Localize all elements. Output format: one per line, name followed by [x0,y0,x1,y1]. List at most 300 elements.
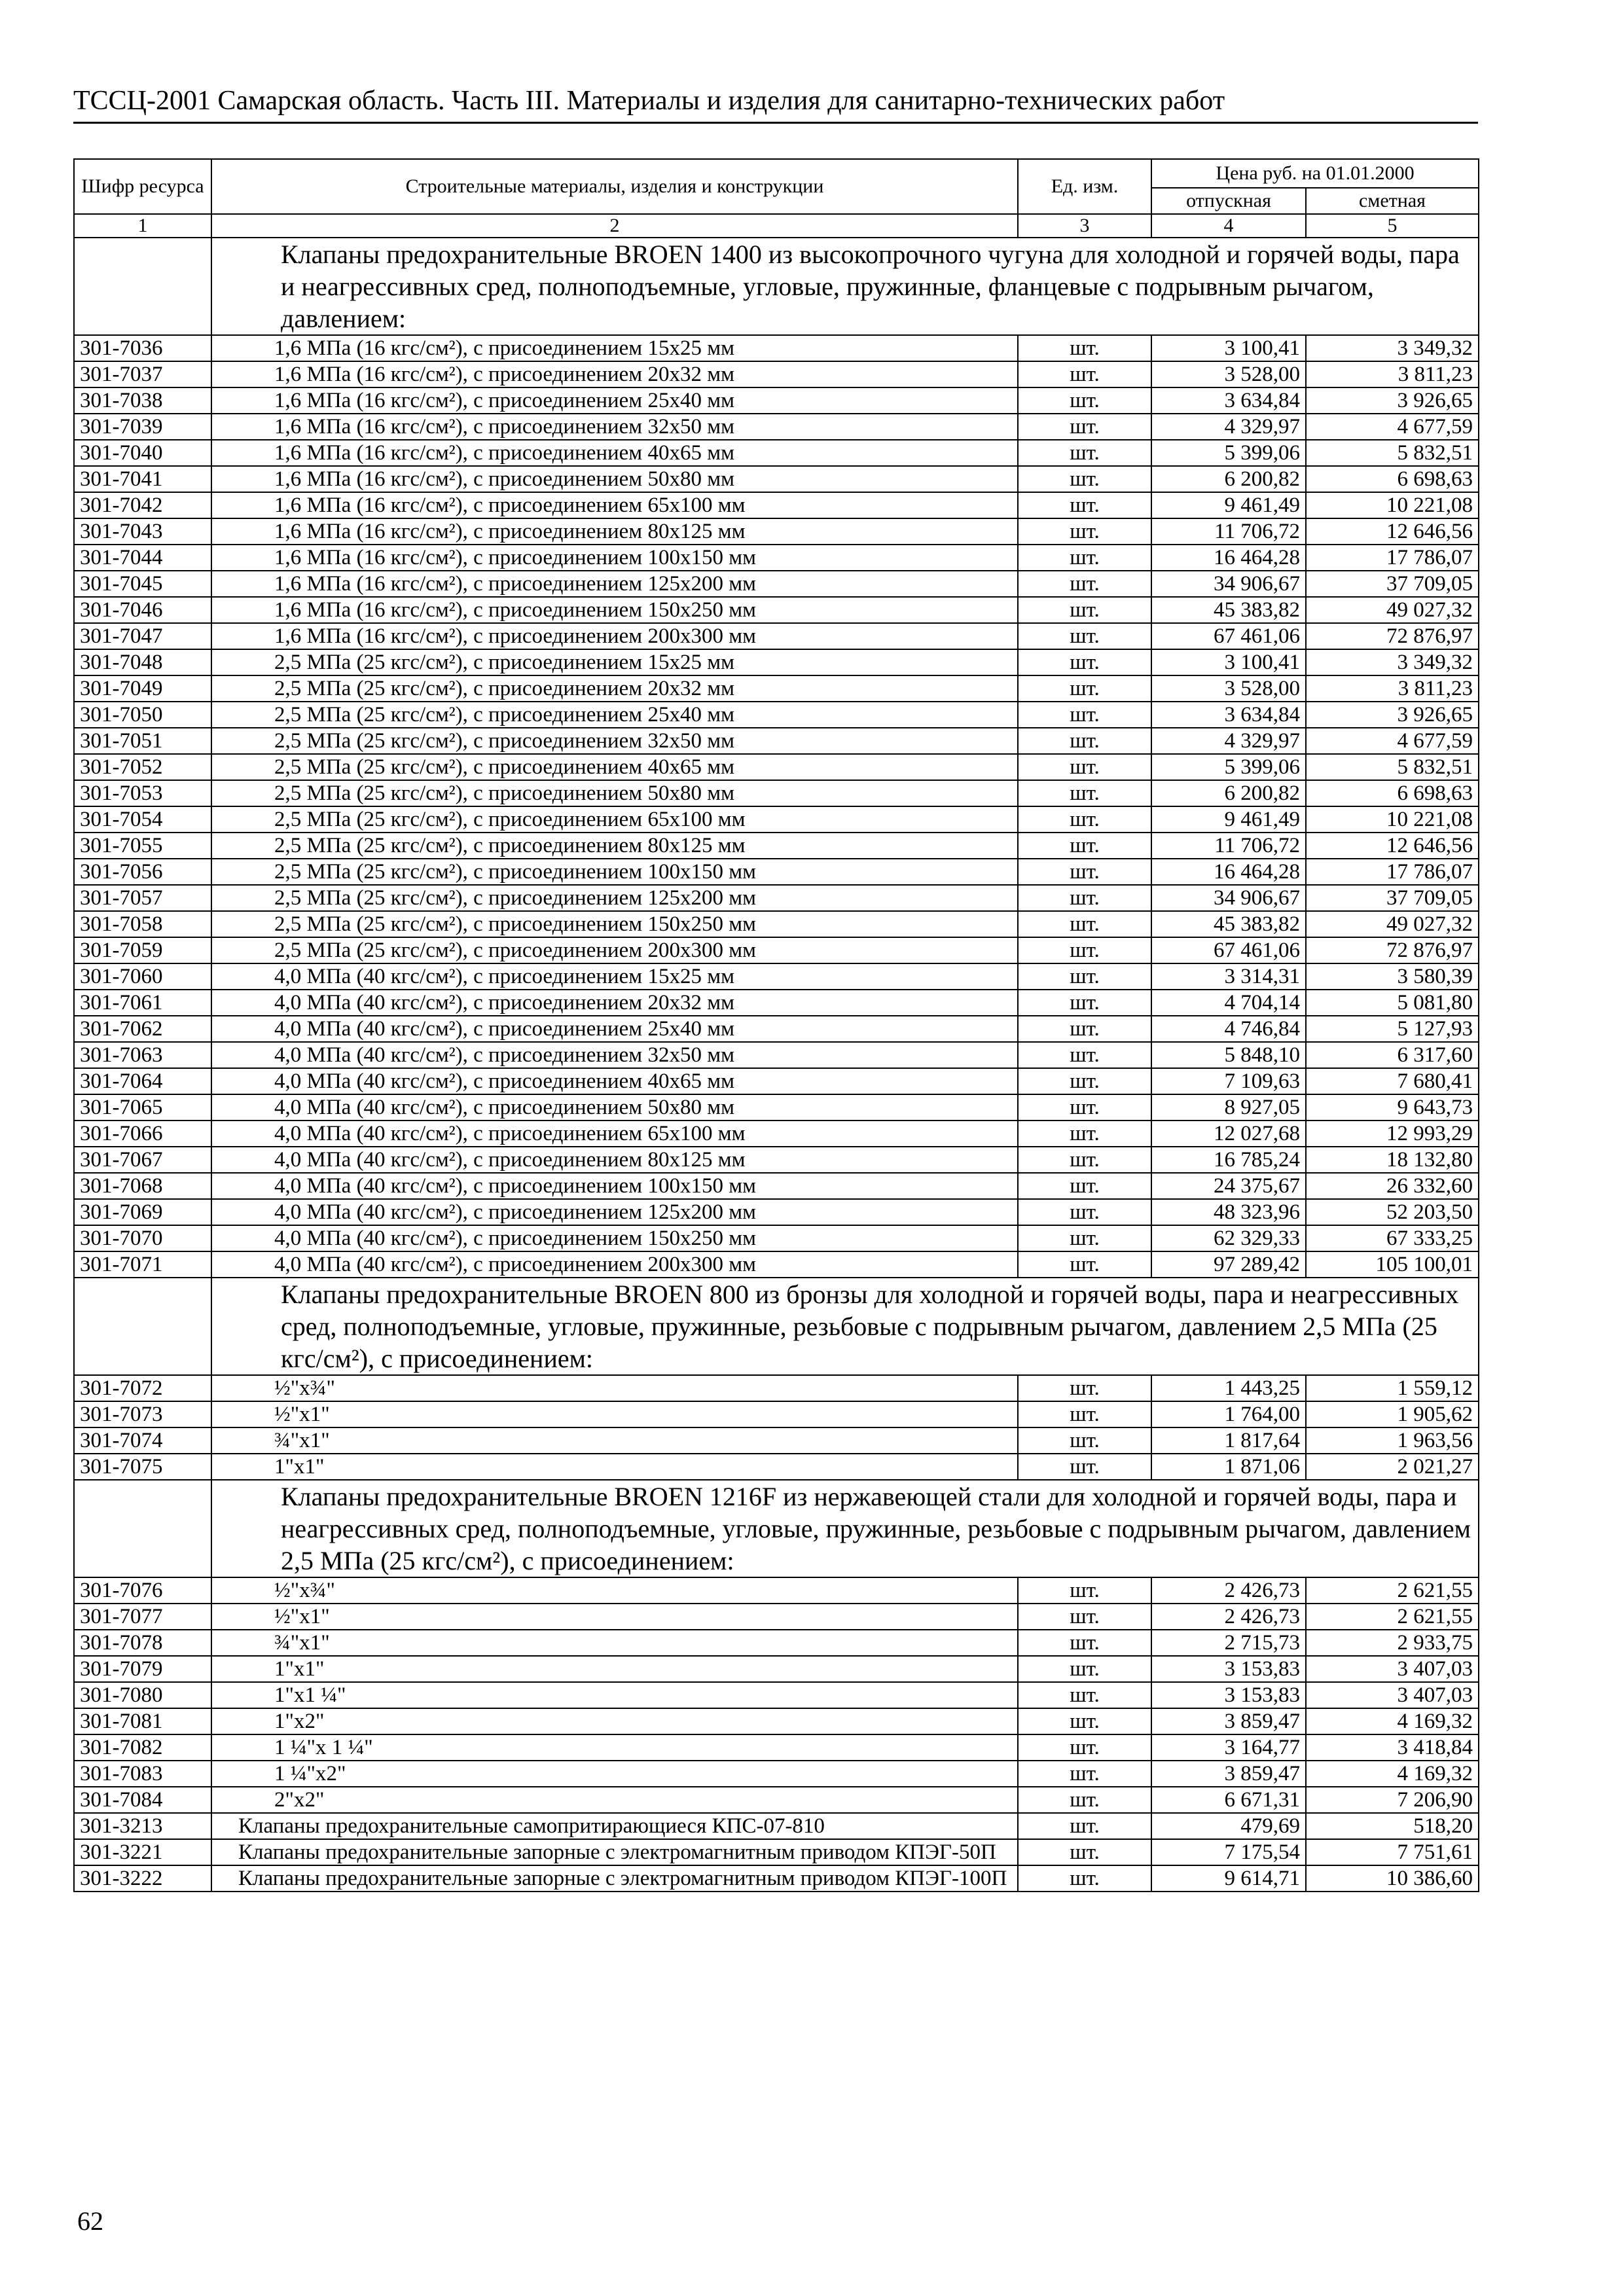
resource-code: 301-7040 [74,440,211,466]
estimate-price: 6 317,60 [1306,1042,1479,1068]
resource-code: 301-7056 [74,859,211,885]
estimate-price: 1 963,56 [1306,1427,1479,1454]
estimate-price: 1 559,12 [1306,1375,1479,1401]
release-price: 48 323,96 [1151,1199,1306,1225]
table-row [74,414,1479,440]
estimate-price: 5 832,51 [1306,440,1479,466]
unit: шт. [1018,1839,1151,1865]
table-row [74,1708,1479,1734]
item-name: 1,6 МПа (16 кгс/см²), с присоединением 25х40 мм [211,387,1018,414]
release-price: 3 164,77 [1151,1734,1306,1761]
unit: шт. [1018,1813,1151,1839]
item-name: 4,0 МПа (40 кгс/см²), с присоединением 50х80 мм [211,1094,1018,1121]
item-name: 4,0 МПа (40 кгс/см²), с присоединением 32х50 мм [211,1042,1018,1068]
item-name: 1,6 МПа (16 кгс/см²), с присоединением 100х150 мм [211,545,1018,571]
table-row [74,1225,1479,1251]
item-name: 1,6 МПа (16 кгс/см²), с присоединением 32х50 мм [211,414,1018,440]
item-name: Клапаны предохранительные запорные с электромагнитным приводом КПЭГ-100П [211,1865,1018,1892]
resource-code: 301-7083 [74,1761,211,1787]
table-row [74,649,1479,675]
resource-code: 301-7055 [74,833,211,859]
unit: шт. [1018,1375,1151,1401]
resource-code: 301-7051 [74,728,211,754]
unit: шт. [1018,1121,1151,1147]
table-row [74,1630,1479,1656]
resource-code: 301-3213 [74,1813,211,1839]
resource-code: 301-7039 [74,414,211,440]
release-price: 97 289,42 [1151,1251,1306,1278]
item-name: 4,0 МПа (40 кгс/см²), с присоединением 15х25 мм [211,963,1018,990]
unit: шт. [1018,1454,1151,1480]
item-name: 2,5 МПа (25 кгс/см²), с присоединением 200х300 мм [211,937,1018,963]
resource-code: 301-7075 [74,1454,211,1480]
resource-code: 301-7060 [74,963,211,990]
table-row [74,361,1479,387]
estimate-price: 37 709,05 [1306,571,1479,597]
group-title: Клапаны предохранительные BROEN 1216F из нержавеющей стали для холодной и горячей воды, пара и неагрессивных сред, полноподъемные, угловые, пружинные, резьбовые с подрывным рычагом, давлением 2,5 МПа (25 кгс/см²), с присоединением: [211,1480,1479,1577]
col-unit-header: Ед. изм. [1018,159,1151,214]
table-row [74,571,1479,597]
col-code-header: Шифр ресурса [74,159,211,214]
estimate-price: 67 333,25 [1306,1225,1479,1251]
release-price: 3 153,83 [1151,1656,1306,1682]
resource-code: 301-7073 [74,1401,211,1427]
estimate-price: 12 646,56 [1306,518,1479,545]
item-name: 2"х2" [211,1787,1018,1813]
item-name: 4,0 МПа (40 кгс/см²), с присоединением 65х100 мм [211,1121,1018,1147]
col-number: 4 [1151,214,1306,238]
unit: шт. [1018,361,1151,387]
group-title: Клапаны предохранительные BROEN 800 из бронзы для холодной и горячей воды, пара и неагрессивных сред, полноподъемные, угловые, пружинные, резьбовые с подрывным рычагом, давлением 2,5 МПа (25 кгс/см²), с присоединением: [211,1278,1479,1375]
unit: шт. [1018,1787,1151,1813]
item-name: 1"х1" [211,1454,1018,1480]
table-row [74,492,1479,518]
table-row [74,859,1479,885]
item-name: ½"х¾" [211,1375,1018,1401]
resource-code: 301-7072 [74,1375,211,1401]
release-price: 1 871,06 [1151,1454,1306,1480]
group-code-cell [74,238,211,335]
estimate-price: 518,20 [1306,1813,1479,1839]
unit: шт. [1018,833,1151,859]
estimate-price: 105 100,01 [1306,1251,1479,1278]
estimate-price: 3 349,32 [1306,649,1479,675]
estimate-price: 4 677,59 [1306,414,1479,440]
unit: шт. [1018,597,1151,623]
item-name: 4,0 МПа (40 кгс/см²), с присоединением 40х65 мм [211,1068,1018,1094]
release-price: 9 461,49 [1151,492,1306,518]
estimate-price: 5 832,51 [1306,754,1479,780]
estimate-price: 3 926,65 [1306,387,1479,414]
unit: шт. [1018,937,1151,963]
item-name: 1,6 МПа (16 кгс/см²), с присоединением 15х25 мм [211,335,1018,361]
resource-code: 301-7078 [74,1630,211,1656]
resource-code: 301-7059 [74,937,211,963]
estimate-price: 10 221,08 [1306,492,1479,518]
table-row [74,754,1479,780]
release-price: 9 461,49 [1151,806,1306,833]
estimate-price: 6 698,63 [1306,466,1479,492]
resource-code: 301-7068 [74,1173,211,1199]
resource-code: 301-7076 [74,1577,211,1604]
item-name: 4,0 МПа (40 кгс/см²), с присоединением 25х40 мм [211,1016,1018,1042]
release-price: 2 426,73 [1151,1604,1306,1630]
resource-code: 301-7053 [74,780,211,806]
estimate-price: 7 680,41 [1306,1068,1479,1094]
release-price: 45 383,82 [1151,597,1306,623]
table-row [74,518,1479,545]
unit: шт. [1018,1761,1151,1787]
table-row [74,1682,1479,1708]
item-name: 2,5 МПа (25 кгс/см²), с присоединением 100х150 мм [211,859,1018,885]
item-name: 4,0 МПа (40 кгс/см²), с присоединением 20х32 мм [211,990,1018,1016]
item-name: 1"х2" [211,1708,1018,1734]
table-body [74,238,1479,1892]
col-number: 2 [211,214,1018,238]
resource-code: 301-7066 [74,1121,211,1147]
release-price: 1 817,64 [1151,1427,1306,1454]
estimate-price: 7 206,90 [1306,1787,1479,1813]
unit: шт. [1018,990,1151,1016]
estimate-price: 3 580,39 [1306,963,1479,990]
unit: шт. [1018,1016,1151,1042]
item-name: 1 ¼"х2" [211,1761,1018,1787]
estimate-price: 2 021,27 [1306,1454,1479,1480]
unit: шт. [1018,1401,1151,1427]
estimate-price: 18 132,80 [1306,1147,1479,1173]
estimate-price: 2 933,75 [1306,1630,1479,1656]
unit: шт. [1018,728,1151,754]
estimate-price: 3 349,32 [1306,335,1479,361]
price-table [73,158,1479,1892]
estimate-price: 10 221,08 [1306,806,1479,833]
estimate-price: 5 127,93 [1306,1016,1479,1042]
table-row [74,1734,1479,1761]
release-price: 62 329,33 [1151,1225,1306,1251]
resource-code: 301-7084 [74,1787,211,1813]
resource-code: 301-7058 [74,911,211,937]
release-price: 4 329,97 [1151,414,1306,440]
resource-code: 301-7082 [74,1734,211,1761]
unit: шт. [1018,963,1151,990]
table-row [74,1401,1479,1427]
table-row [74,806,1479,833]
release-price: 3 528,00 [1151,361,1306,387]
release-price: 3 314,31 [1151,963,1306,990]
table-row [74,833,1479,859]
table-row [74,1199,1479,1225]
estimate-price: 2 621,55 [1306,1577,1479,1604]
estimate-price: 9 643,73 [1306,1094,1479,1121]
estimate-price: 17 786,07 [1306,545,1479,571]
estimate-price: 10 386,60 [1306,1865,1479,1892]
item-name: 1,6 МПа (16 кгс/см²), с присоединением 150х250 мм [211,597,1018,623]
unit: шт. [1018,1865,1151,1892]
item-name: 2,5 МПа (25 кгс/см²), с присоединением 40х65 мм [211,754,1018,780]
item-name: 2,5 МПа (25 кгс/см²), с присоединением 80х125 мм [211,833,1018,859]
group-row [74,1278,1479,1375]
resource-code: 301-7064 [74,1068,211,1094]
table-row [74,702,1479,728]
estimate-price: 4 677,59 [1306,728,1479,754]
item-name: 4,0 МПа (40 кгс/см²), с присоединением 150х250 мм [211,1225,1018,1251]
resource-code: 301-7049 [74,675,211,702]
item-name: 2,5 МПа (25 кгс/см²), с присоединением 150х250 мм [211,911,1018,937]
item-name: 2,5 МПа (25 кгс/см²), с присоединением 50х80 мм [211,780,1018,806]
resource-code: 301-7080 [74,1682,211,1708]
estimate-price: 26 332,60 [1306,1173,1479,1199]
release-price: 34 906,67 [1151,571,1306,597]
item-name: 1,6 МПа (16 кгс/см²), с присоединением 40х65 мм [211,440,1018,466]
release-price: 8 927,05 [1151,1094,1306,1121]
resource-code: 301-7081 [74,1708,211,1734]
item-name: ¾"х1" [211,1427,1018,1454]
table-row [74,597,1479,623]
col-number: 3 [1018,214,1151,238]
unit: шт. [1018,1427,1151,1454]
estimate-price: 2 621,55 [1306,1604,1479,1630]
release-price: 3 634,84 [1151,387,1306,414]
release-price: 5 399,06 [1151,440,1306,466]
unit: шт. [1018,780,1151,806]
table-row [74,885,1479,911]
resource-code: 301-7062 [74,1016,211,1042]
unit: шт. [1018,806,1151,833]
unit: шт. [1018,1656,1151,1682]
estimate-price: 5 081,80 [1306,990,1479,1016]
page-number: 62 [77,2206,103,2236]
table-row [74,1147,1479,1173]
unit: шт. [1018,1199,1151,1225]
resource-code: 301-7069 [74,1199,211,1225]
item-name: 1,6 МПа (16 кгс/см²), с присоединением 20х32 мм [211,361,1018,387]
estimate-price: 7 751,61 [1306,1839,1479,1865]
unit: шт. [1018,1604,1151,1630]
resource-code: 301-7067 [74,1147,211,1173]
release-price: 34 906,67 [1151,885,1306,911]
unit: шт. [1018,1068,1151,1094]
release-price: 4 704,14 [1151,990,1306,1016]
col-name-header: Строительные материалы, изделия и конструкции [211,159,1018,214]
estimate-price: 52 203,50 [1306,1199,1479,1225]
unit: шт. [1018,1225,1151,1251]
item-name: 4,0 МПа (40 кгс/см²), с присоединением 100х150 мм [211,1173,1018,1199]
col-price-header: Цена руб. на 01.01.2000 [1151,159,1479,188]
estimate-price: 37 709,05 [1306,885,1479,911]
release-price: 3 634,84 [1151,702,1306,728]
estimate-price: 3 407,03 [1306,1656,1479,1682]
item-name: 1,6 МПа (16 кгс/см²), с присоединением 200х300 мм [211,623,1018,649]
estimate-price: 12 993,29 [1306,1121,1479,1147]
unit: шт. [1018,649,1151,675]
table-row [74,780,1479,806]
unit: шт. [1018,1094,1151,1121]
unit: шт. [1018,571,1151,597]
estimate-price: 72 876,97 [1306,623,1479,649]
release-price: 67 461,06 [1151,623,1306,649]
page-header: ТССЦ-2001 Самарская область. Часть III. Материалы и изделия для санитарно-технических работ [73,82,1478,124]
estimate-price: 3 407,03 [1306,1682,1479,1708]
resource-code: 301-7070 [74,1225,211,1251]
release-price: 11 706,72 [1151,518,1306,545]
resource-code: 301-7037 [74,361,211,387]
table-row [74,1068,1479,1094]
item-name: 2,5 МПа (25 кгс/см²), с присоединением 15х25 мм [211,649,1018,675]
resource-code: 301-7044 [74,545,211,571]
table-row [74,545,1479,571]
release-price: 3 528,00 [1151,675,1306,702]
table-row [74,1865,1479,1892]
resource-code: 301-7054 [74,806,211,833]
release-price: 1 764,00 [1151,1401,1306,1427]
unit: шт. [1018,1577,1151,1604]
unit: шт. [1018,1173,1151,1199]
release-price: 6 671,31 [1151,1787,1306,1813]
resource-code: 301-7038 [74,387,211,414]
unit: шт. [1018,1682,1151,1708]
table-row [74,1094,1479,1121]
unit: шт. [1018,1630,1151,1656]
item-name: 1"х1" [211,1656,1018,1682]
release-price: 1 443,25 [1151,1375,1306,1401]
unit: шт. [1018,492,1151,518]
unit: шт. [1018,518,1151,545]
release-price: 3 859,47 [1151,1761,1306,1787]
item-name: 2,5 МПа (25 кгс/см²), с присоединением 32х50 мм [211,728,1018,754]
item-name: 4,0 МПа (40 кгс/см²), с присоединением 80х125 мм [211,1147,1018,1173]
unit: шт. [1018,1251,1151,1278]
table-row [74,1427,1479,1454]
estimate-price: 4 169,32 [1306,1708,1479,1734]
resource-code: 301-7048 [74,649,211,675]
table-row [74,1787,1479,1813]
group-code-cell [74,1278,211,1375]
table-row [74,1251,1479,1278]
release-price: 11 706,72 [1151,833,1306,859]
resource-code: 301-7042 [74,492,211,518]
estimate-price: 3 811,23 [1306,361,1479,387]
release-price: 4 329,97 [1151,728,1306,754]
release-price: 67 461,06 [1151,937,1306,963]
col-number: 5 [1306,214,1479,238]
resource-code: 301-7045 [74,571,211,597]
unit: шт. [1018,675,1151,702]
table-row [74,1604,1479,1630]
estimate-price: 49 027,32 [1306,911,1479,937]
table-row [74,1173,1479,1199]
estimate-price: 3 418,84 [1306,1734,1479,1761]
item-name: 4,0 МПа (40 кгс/см²), с присоединением 200х300 мм [211,1251,1018,1278]
release-price: 3 153,83 [1151,1682,1306,1708]
item-name: 1,6 МПа (16 кгс/см²), с присоединением 125х200 мм [211,571,1018,597]
table-row [74,728,1479,754]
estimate-price: 6 698,63 [1306,780,1479,806]
resource-code: 301-3222 [74,1865,211,1892]
release-price: 12 027,68 [1151,1121,1306,1147]
item-name: 2,5 МПа (25 кгс/см²), с присоединением 125х200 мм [211,885,1018,911]
release-price: 24 375,67 [1151,1173,1306,1199]
resource-code: 301-7041 [74,466,211,492]
col-estimate-header: сметная [1306,188,1479,214]
col-number: 1 [74,214,211,238]
unit: шт. [1018,1042,1151,1068]
unit: шт. [1018,911,1151,937]
group-row [74,238,1479,335]
table-row [74,675,1479,702]
estimate-price: 1 905,62 [1306,1401,1479,1427]
table-row [74,335,1479,361]
release-price: 7 175,54 [1151,1839,1306,1865]
release-price: 45 383,82 [1151,911,1306,937]
unit: шт. [1018,545,1151,571]
table-row [74,1839,1479,1865]
resource-code: 301-3221 [74,1839,211,1865]
resource-code: 301-7052 [74,754,211,780]
unit: шт. [1018,466,1151,492]
release-price: 3 100,41 [1151,649,1306,675]
group-code-cell [74,1480,211,1577]
table-row [74,1375,1479,1401]
table-row [74,1121,1479,1147]
unit: шт. [1018,859,1151,885]
release-price: 5 848,10 [1151,1042,1306,1068]
unit: шт. [1018,754,1151,780]
item-name: 1"х1 ¼" [211,1682,1018,1708]
estimate-price: 3 811,23 [1306,675,1479,702]
table-row [74,937,1479,963]
resource-code: 301-7046 [74,597,211,623]
unit: шт. [1018,440,1151,466]
resource-code: 301-7077 [74,1604,211,1630]
table-row [74,387,1479,414]
resource-code: 301-7036 [74,335,211,361]
release-price: 16 464,28 [1151,859,1306,885]
table-row [74,440,1479,466]
release-price: 3 859,47 [1151,1708,1306,1734]
table-row [74,1016,1479,1042]
unit: шт. [1018,1734,1151,1761]
item-name: 2,5 МПа (25 кгс/см²), с присоединением 25х40 мм [211,702,1018,728]
resource-code: 301-7061 [74,990,211,1016]
item-name: 2,5 МПа (25 кгс/см²), с присоединением 20х32 мм [211,675,1018,702]
table-row [74,1761,1479,1787]
release-price: 5 399,06 [1151,754,1306,780]
estimate-price: 3 926,65 [1306,702,1479,728]
release-price: 2 426,73 [1151,1577,1306,1604]
group-title: Клапаны предохранительные BROEN 1400 из высокопрочного чугуна для холодной и горячей воды, пара и неагрессивных сред, полноподъемные, угловые, пружинные, фланцевые с подрывным рычагом, давлением: [211,238,1479,335]
release-price: 9 614,71 [1151,1865,1306,1892]
col-release-header: отпускная [1151,188,1306,214]
item-name: 2,5 МПа (25 кгс/см²), с присоединением 65х100 мм [211,806,1018,833]
table-row [74,466,1479,492]
item-name: Клапаны предохранительные самопритирающиеся КПС-07-810 [211,1813,1018,1839]
release-price: 4 746,84 [1151,1016,1306,1042]
release-price: 2 715,73 [1151,1630,1306,1656]
table-row [74,623,1479,649]
item-name: ¾"х1" [211,1630,1018,1656]
release-price: 7 109,63 [1151,1068,1306,1094]
resource-code: 301-7071 [74,1251,211,1278]
item-name: 1,6 МПа (16 кгс/см²), с присоединением 80х125 мм [211,518,1018,545]
resource-code: 301-7063 [74,1042,211,1068]
table-row [74,1042,1479,1068]
table-row [74,1577,1479,1604]
table-row [74,1813,1479,1839]
item-name: 1,6 МПа (16 кгс/см²), с присоединением 65х100 мм [211,492,1018,518]
unit: шт. [1018,623,1151,649]
release-price: 16 785,24 [1151,1147,1306,1173]
item-name: ½"х¾" [211,1577,1018,1604]
